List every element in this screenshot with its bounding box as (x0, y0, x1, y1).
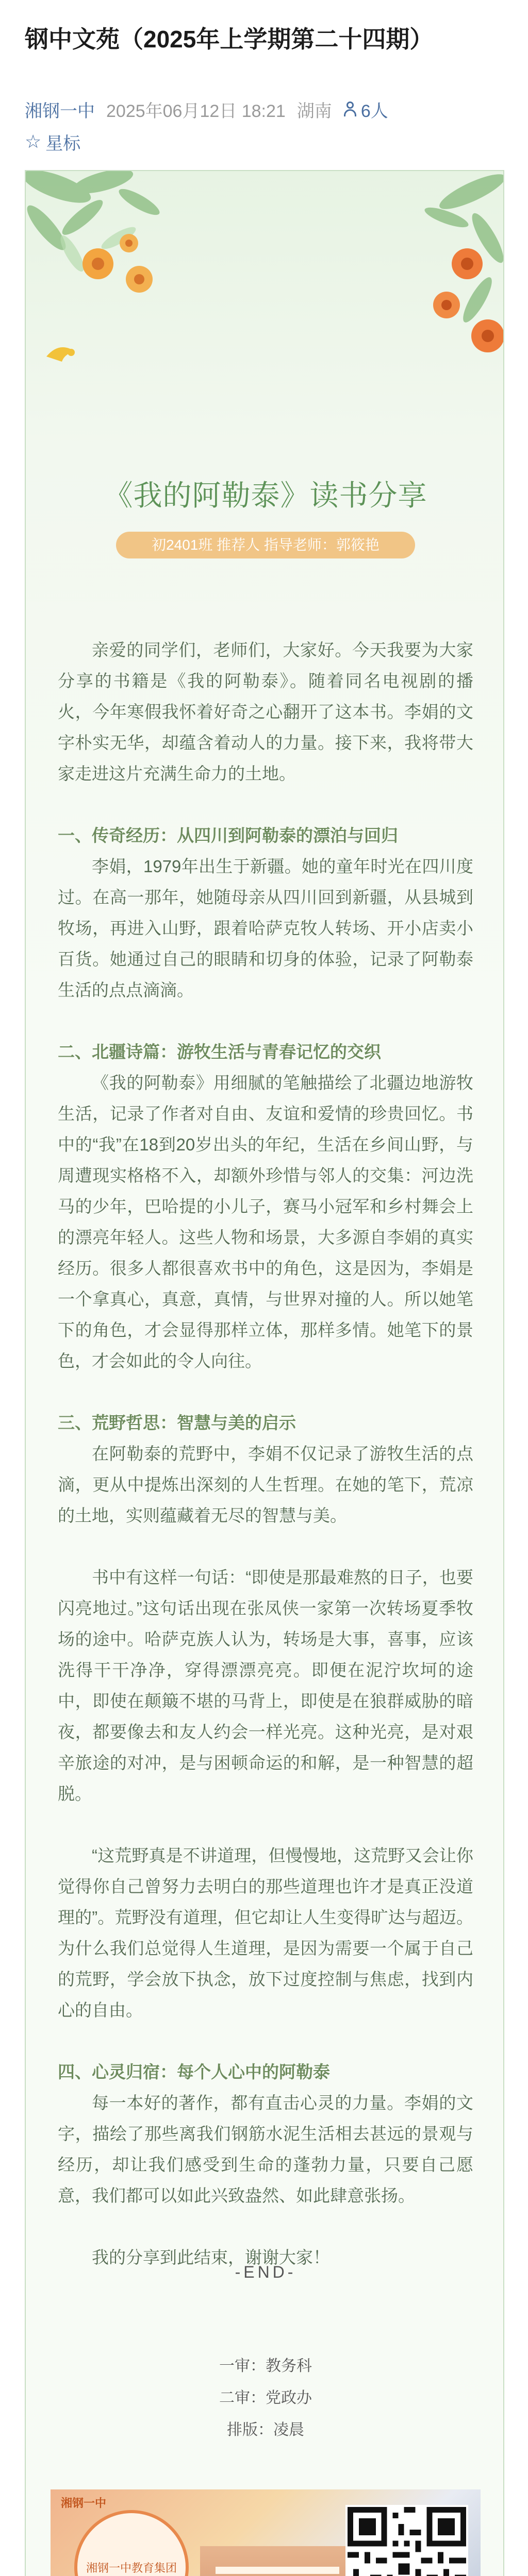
section-3-paragraph-3: “这荒野真是不讲道理，但慢慢地，这荒野又会让你觉得你自己曾努力去明白的那些道理也许才是真正没道理的”。荒野没有道理，但它却让人生变得旷达与超迈。为什么我们总觉得人生道理，是因为需要一个属于自己的荒野，学会放下执念，放下过度控制与焦虑，找到内心的自由。 (58, 1846, 473, 2020)
school-building-image (200, 2546, 355, 2576)
readers-count-label: 6人 (360, 101, 388, 121)
section-heading-3: 三、荒野哲思：智慧与美的启示 (58, 1413, 296, 1432)
card-title: 《我的阿勒泰》读书分享 (104, 479, 427, 512)
article-meta (25, 95, 504, 124)
intro-paragraph: 亲爱的同学们，老师们，大家好。今天我要为大家分享的书籍是《我的阿勒泰》。随着同名电视剧的播火，今年寒假我怀着好奇之心翻开了这本书。李娟的文字朴实无华，却蕴含着动人的力量。接下来，我将带大家走进这片充满生命力的土地。 (58, 640, 473, 783)
star-label: 星标 (45, 133, 81, 154)
school-banner (51, 2489, 481, 2576)
readers-count[interactable] (343, 97, 388, 122)
article-location: 湖南 (296, 101, 332, 121)
article-title: 钢中文苑（2025年上学期第二十四期） (25, 26, 434, 53)
school-emblem: 湘钢一中教育集团 (74, 2510, 189, 2576)
section-4-paragraph-2: 我的分享到此结束，谢谢大家！ (92, 2248, 330, 2267)
article-source-link[interactable]: 湘钢一中 (25, 101, 95, 121)
credit-line: 二审：党政办 (219, 2389, 312, 2406)
article-date: 2025年06月12日 18:21 (106, 101, 286, 121)
credit-line: 一审：教务科 (219, 2358, 312, 2375)
section-heading-2: 二、北疆诗篇：游牧生活与青春记忆的交织 (58, 1042, 381, 1061)
credit-line: 排版：凌晨 (227, 2421, 304, 2438)
star-button[interactable] (25, 129, 80, 155)
section-heading-1: 一、传奇经历：从四川到阿勒泰的漂泊与回归 (58, 826, 398, 845)
author-badge: 初2401班 推荐人 指导老师：郭筱艳 (116, 532, 415, 558)
section-2-paragraph-1: 《我的阿勒泰》用细腻的笔触描绘了北疆边地游牧生活，记录了作者对自由、友谊和爱情的珍贵回忆。书中的“我”在18到20岁出头的年纪，生活在乡间山野，与周遭现实格格不入，却额外珍惜与邻人的交集：河边洗马的少年，巴哈提的小儿子，赛马小冠军和乡村舞会上的漂亮年轻人。这些人物和场景，大多源自李娟的真实经历。很多人都很喜欢书中的角色，这是因为，李娟是一个拿真心，真意，真情，与世界对撞的人。所以她笔下的角色，才会显得那样立体，那样多情。她笔下的景色，才会如此的令人向往。 (58, 1073, 473, 1370)
section-1-paragraph-1: 李娟，1979年出生于新疆。她的童年时光在四川度过。在高一那年，她随母亲从四川回到新疆，从县城到牧场，再进入山野，跟着哈萨克牧人转场、开小店卖小百货。她通过自己的眼睛和切身的体验，记录了阿勒泰生活的点点滴滴。 (58, 857, 473, 999)
qr-code-icon (348, 2507, 466, 2576)
banner-school-name: 湘钢一中 (61, 2497, 107, 2510)
qr-code[interactable] (345, 2505, 468, 2576)
section-3-paragraph-1: 在阿勒泰的荒野中，李娟不仅记录了游牧生活的点滴，更从中提炼出深刻的人生哲理。在她的笔下，荒凉的土地，实则蕴藏着无尽的智慧与美。 (58, 1444, 473, 1525)
section-4-paragraph-1: 每一本好的著作，都有直击心灵的力量。李娟的文字，描绘了那些离我们钢筋水泥生活相去甚远的景观与经历，却让我们感受到生命的蓬勃力量，只要自己愿意，我们都可以如此兴致盎然、如此肆意张扬。 (58, 2093, 473, 2205)
section-3-paragraph-2: 书中有这样一句话：“即使是那最难熬的日子，也要闪亮地过。”这句话出现在张凤侠一家第一次转场夏季牧场的途中。哈萨克族人认为，转场是大事，喜事，应该洗得干干净净，穿得漂漂亮亮。即便在泥泞坎坷的途中，即使在颠簸不堪的马背上，即使是在狼群威胁的暗夜，都要像去和友人约会一样光亮。这种光亮，是对艰辛旅途的对冲，是与困顿命运的和解，是一种智慧的超脱。 (58, 1568, 473, 1803)
end-marker: -END- (235, 2263, 296, 2281)
flowers-decoration-icon (369, 171, 503, 387)
section-heading-4: 四、心灵归宿：每个人心中的阿勒泰 (58, 2062, 330, 2081)
credits (26, 2350, 504, 2446)
person-icon (343, 101, 357, 117)
article-body (58, 635, 473, 2304)
leaves-decoration-icon (26, 171, 211, 377)
article-card (25, 170, 504, 2576)
star-outline-icon: ☆ (25, 131, 42, 152)
